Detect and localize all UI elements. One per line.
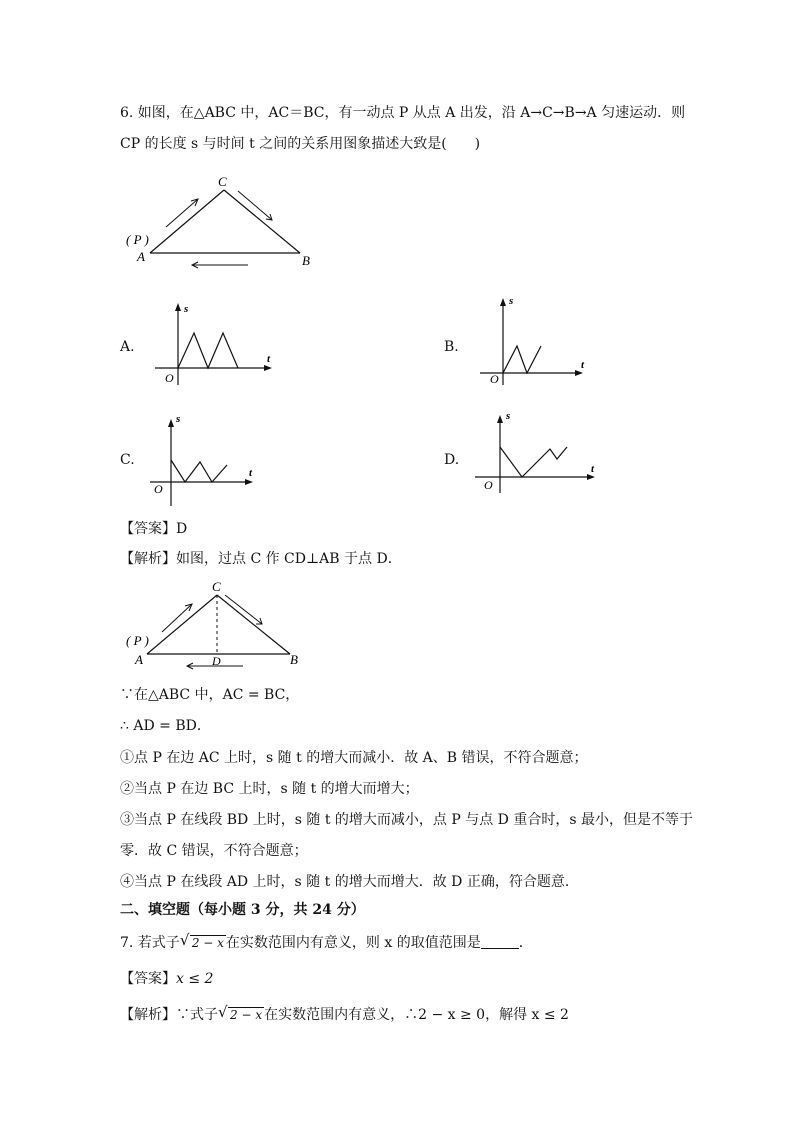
option-a-label: A.: [120, 339, 135, 355]
triangle-figure: [120, 170, 320, 270]
svg-text:A: A: [135, 652, 143, 667]
label-B: B: [302, 253, 310, 268]
svg-text:t: t: [591, 463, 595, 475]
svg-text:( P ): ( P ): [126, 633, 149, 648]
svg-text:s: s: [184, 303, 189, 315]
analysis-6-line-6: 零．故 C 错误，不符合题意；: [120, 843, 308, 859]
sqrt-expression: √ 2 − x: [190, 935, 226, 950]
answer-blank: [481, 934, 519, 949]
svg-text:s: s: [176, 413, 181, 425]
answer-label: 【答案】: [120, 971, 176, 987]
answer-value: D: [176, 521, 188, 537]
analysis-6-line-2: ∴ AD = BD．: [120, 718, 211, 734]
svg-text:D: D: [212, 654, 221, 668]
answer-6: [120, 519, 187, 539]
analysis-6-intro: 【解析】如图，过点 C 作 CD⊥AB 于点 D．: [120, 551, 402, 567]
svg-text:O: O: [490, 372, 499, 386]
answer-label: 【答案】: [120, 521, 176, 537]
svg-text:t: t: [249, 467, 253, 479]
analysis-triangle-figure: [120, 578, 320, 670]
svg-text:s: s: [506, 410, 511, 422]
label-A: A: [137, 249, 145, 264]
section-2-heading: 二、填空题（每小题 3 分，共 24 分）: [120, 902, 365, 918]
analysis-7: 【解析】∵式子√ 2 − x 在实数范围内有意义，∴2 − x ≥ 0，解得 x ≤ 2: [120, 1005, 569, 1025]
question-6-line-1: 6. 如图，在△ABC 中，AC＝BC，有一动点 P 从点 A 出发，沿 A→C→B→A 匀速运动．则: [120, 105, 686, 121]
option-b-label: B.: [444, 339, 459, 355]
analysis-6-line-4: ②当点 P 在边 BC 上时，s 随 t 的增大而增大；: [120, 781, 419, 797]
answer-7: [120, 969, 213, 989]
graph-a: [150, 300, 280, 390]
label-C: C: [218, 174, 227, 189]
analysis-6-line-3: ①点 P 在边 AC 上时，s 随 t 的增大而减小．故 A、B 错误，不符合题意；: [120, 750, 588, 766]
svg-text:B: B: [290, 652, 298, 667]
analysis-6-line-5: ③当点 P 在线段 BD 上时，s 随 t 的增大而减小，点 P 与点 D 重合时，s 最小，但是不等于: [120, 812, 693, 828]
svg-text:C: C: [212, 579, 221, 594]
question-7: 7. 若式子√ 2 − x 在实数范围内有意义，则 x 的取值范围是 ．: [120, 933, 533, 953]
svg-text:s: s: [509, 295, 514, 307]
question-6-line-2: CP 的长度 s 与时间 t 之间的关系用图象描述大致是( ): [120, 136, 481, 152]
option-c-label: C.: [120, 452, 135, 468]
svg-text:t: t: [581, 359, 585, 371]
graph-b: [475, 290, 605, 390]
option-d-label: D.: [444, 452, 460, 468]
svg-text:O: O: [154, 482, 163, 496]
analysis-6-line-1: ∵在△ABC 中，AC = BC，: [120, 687, 300, 703]
graph-d: [475, 405, 605, 495]
analysis-6-line-7: ④当点 P 在线段 AD 上时，s 随 t 的增大而增大．故 D 正确，符合题意．: [120, 874, 579, 890]
analysis-label: 【解析】: [120, 551, 176, 567]
answer-value: x ≤ 2: [176, 971, 214, 987]
graph-c: [145, 410, 275, 510]
svg-text:O: O: [484, 478, 493, 492]
svg-text:O: O: [165, 371, 174, 385]
sqrt-expression: √ 2 − x: [228, 1007, 264, 1022]
svg-text:t: t: [267, 353, 271, 365]
label-P: ( P ): [126, 232, 149, 247]
analysis-label: 【解析】: [120, 1007, 176, 1023]
